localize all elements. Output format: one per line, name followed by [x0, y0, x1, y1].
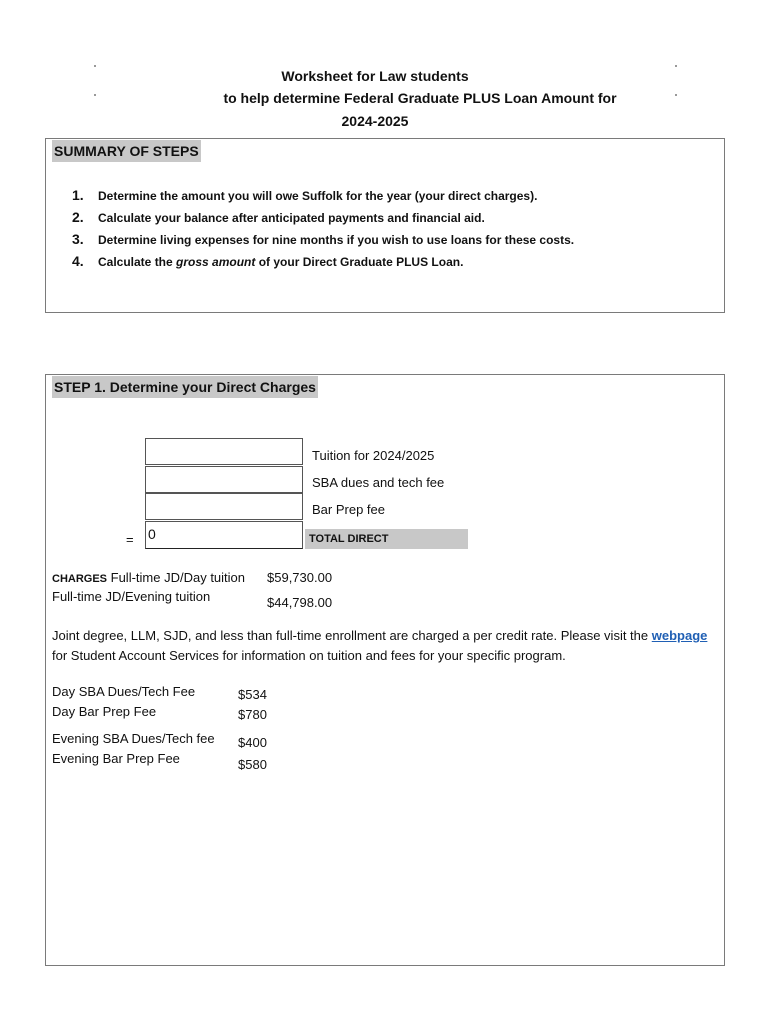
- step-text-post: of your Direct Graduate PLUS Loan.: [255, 255, 464, 269]
- step-text-emphasis: gross amount: [176, 255, 256, 269]
- total-direct-field[interactable]: 0: [145, 521, 303, 549]
- step-text: Determine the amount you will owe Suffolk for the year (your direct charges).: [98, 189, 538, 203]
- fee-amount: $400: [238, 735, 267, 750]
- charges-row: [52, 569, 245, 588]
- fee-label: Day Bar Prep Fee: [52, 704, 157, 719]
- webpage-link[interactable]: webpage: [651, 628, 708, 643]
- equals-sign: =: [126, 532, 134, 547]
- summary-step: [72, 206, 574, 228]
- step-number: 4.: [72, 253, 84, 269]
- fee-label: Evening SBA Dues/Tech fee: [52, 731, 215, 746]
- summary-step: [72, 228, 574, 250]
- fee-amount: $534: [238, 687, 267, 702]
- bar-prep-label: Bar Prep fee: [312, 502, 385, 517]
- fee-label: Day SBA Dues/Tech Fee: [52, 684, 196, 699]
- tuition-label: Tuition for 2024/2025: [312, 448, 435, 463]
- charge-amount: $59,730.00: [267, 570, 333, 585]
- fee-amount: $580: [238, 757, 267, 772]
- step-number: 2.: [72, 209, 84, 225]
- fee-amount: $780: [238, 707, 267, 722]
- charge-label: Full-time JD/Evening tuition: [52, 589, 211, 604]
- worksheet-year: 2024-2025: [341, 113, 409, 129]
- charges-label: CHARGES: [52, 573, 108, 585]
- note-text: for Student Account Services for information on tuition and fees for your specific program.: [52, 648, 566, 663]
- fee-label: Evening Bar Prep Fee: [52, 751, 180, 766]
- charge-amount: $44,798.00: [267, 595, 333, 610]
- note-text: Joint degree, LLM, SJD, and less than full-time enrollment are charged a per credit rate. Please visit the: [52, 628, 652, 643]
- margin-dot: [675, 94, 677, 96]
- summary-step: [72, 250, 574, 272]
- step-number: 3.: [72, 231, 84, 247]
- step-text-pre: Calculate the: [98, 255, 177, 269]
- per-credit-note: [52, 626, 717, 666]
- margin-dot: [94, 65, 96, 67]
- summary-steps-list: [72, 184, 574, 272]
- margin-dot: [675, 65, 677, 67]
- summary-step: [72, 184, 574, 206]
- step-text: Calculate your balance after anticipated payments and financial aid.: [98, 211, 485, 225]
- charge-label: Full-time JD/Day tuition: [110, 570, 246, 585]
- step-text: Determine living expenses for nine months if you wish to use loans for these costs.: [98, 233, 575, 247]
- sba-fee-label: SBA dues and tech fee: [312, 475, 445, 490]
- total-direct-label: TOTAL DIRECT: [305, 529, 468, 549]
- worksheet-title: Worksheet for Law students: [281, 68, 469, 84]
- step1-heading: STEP 1. Determine your Direct Charges: [52, 376, 318, 398]
- worksheet-subtitle: to help determine Federal Graduate PLUS Loan Amount for: [223, 90, 617, 106]
- sba-fee-field[interactable]: [145, 466, 303, 493]
- summary-heading: SUMMARY OF STEPS: [52, 140, 201, 162]
- step-number: 1.: [72, 187, 84, 203]
- bar-prep-field[interactable]: [145, 493, 303, 520]
- margin-dot: [94, 94, 96, 96]
- tuition-field[interactable]: [145, 438, 303, 465]
